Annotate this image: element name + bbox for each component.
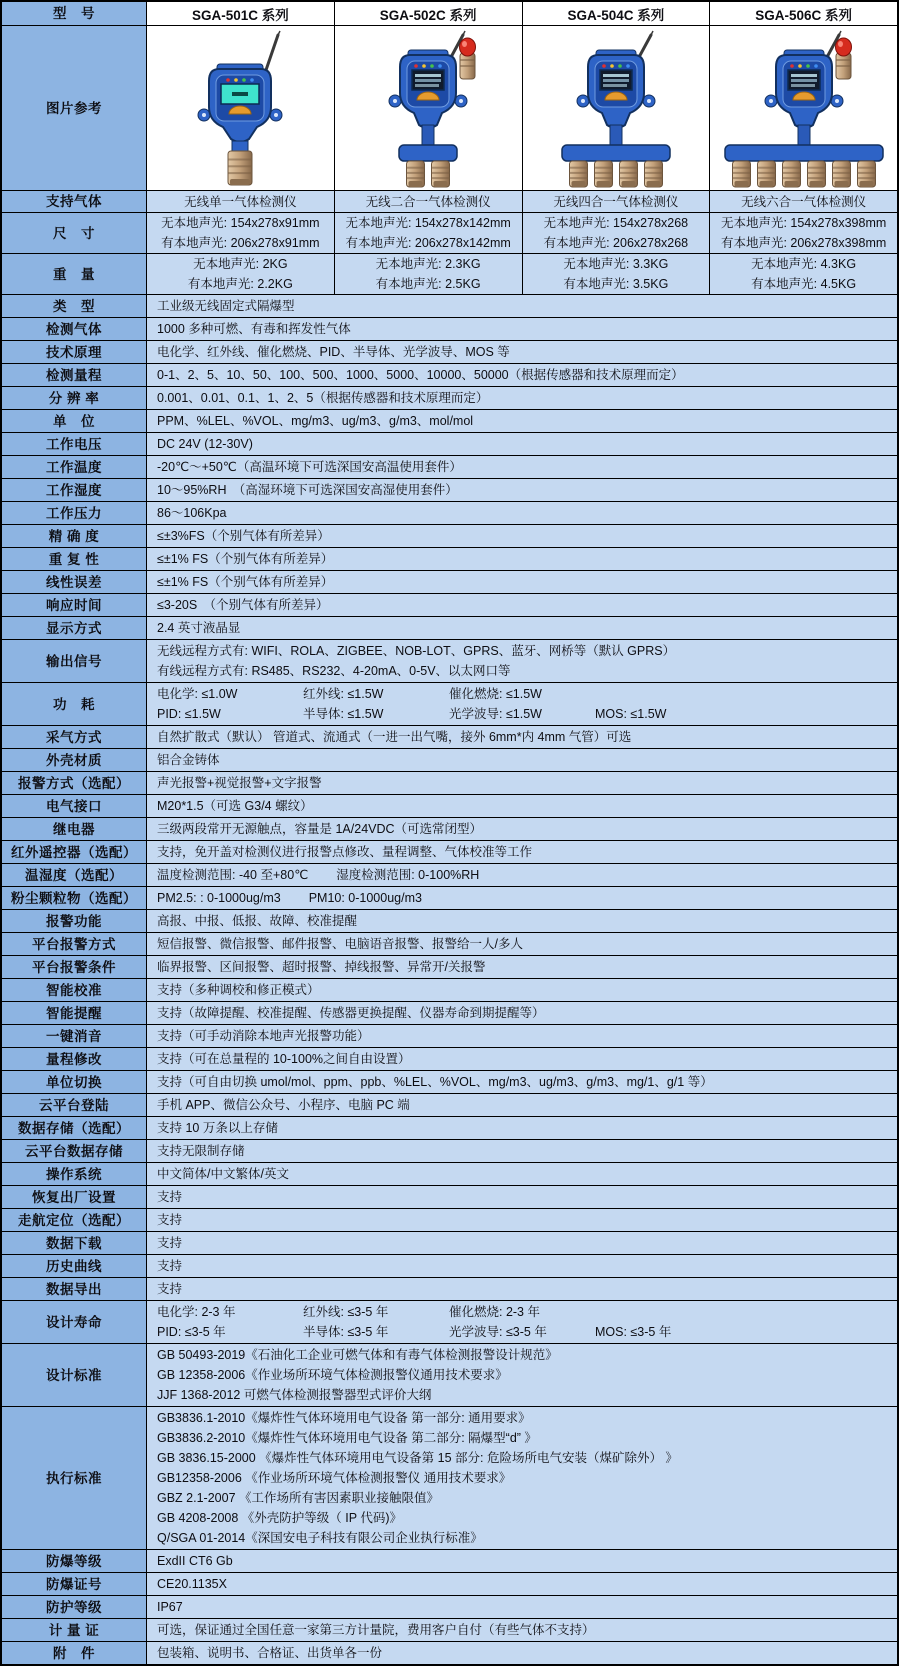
gas-detector-illustration [150, 29, 330, 189]
row-label: 分 辨 率 [2, 387, 147, 409]
device-image-SGA-504C [522, 26, 710, 190]
spec-line: 支持 [157, 1282, 183, 1296]
spec-row [2, 794, 897, 817]
spec-line: 无本地声光: 2.3KG [375, 257, 481, 271]
spec-value-cell [147, 795, 897, 817]
spec-row [2, 1572, 897, 1595]
row-label: 云平台数据存储 [2, 1140, 147, 1162]
spec-segment: 半导体: ≤3-5 年 [303, 1325, 389, 1339]
spec-row [2, 317, 897, 340]
spec-row [2, 1595, 897, 1618]
spec-line: 无线六合一气体检测仪 [741, 194, 867, 209]
row-label: 精 确 度 [2, 525, 147, 547]
spec-value-cell [334, 191, 522, 212]
spec-value-cell [147, 933, 897, 955]
spec-line: 支持 [157, 1213, 183, 1227]
spec-row [2, 1208, 897, 1231]
spec-line: 支持 [157, 1236, 183, 1250]
row-label: 设计寿命 [2, 1301, 147, 1343]
row-label: 量程修改 [2, 1048, 147, 1070]
row-label: 报警方式（选配） [2, 772, 147, 794]
row-label: 防爆等级 [2, 1550, 147, 1572]
spec-line: 无线单一气体检测仪 [184, 194, 297, 209]
spec-value-cell [522, 213, 710, 253]
spec-line: ≤±3%FS（个别气体有所差异） [157, 529, 330, 543]
row-label: 执行标准 [2, 1407, 147, 1549]
spec-value-cell [147, 910, 897, 932]
spec-line: GB 4208-2008 《外壳防护等级（ IP 代码)》 [157, 1511, 402, 1525]
spec-segment: 温度检测范围: -40 至+80℃ [157, 868, 309, 882]
spec-value-cell [147, 956, 897, 978]
spec-segment: PID: ≤1.5W [157, 707, 221, 721]
spec-value-cell [147, 1232, 897, 1254]
spec-line: 有本地声光: 2.5KG [375, 277, 481, 291]
spec-line: 支持 10 万条以上存储 [157, 1121, 278, 1135]
device-image-SGA-501C [147, 26, 334, 190]
spec-row [2, 863, 897, 886]
spec-value-cell [147, 525, 897, 547]
spec-line: ≤±1% FS（个别气体有所差异） [157, 575, 334, 589]
row-label: 检测量程 [2, 364, 147, 386]
spec-segment: 电化学: ≤1.0W [157, 687, 238, 701]
row-label: 红外遥控器（选配） [2, 841, 147, 863]
spec-value-cell [147, 1163, 897, 1185]
spec-row [2, 1001, 897, 1024]
spec-row [2, 1047, 897, 1070]
spec-value-cell [147, 864, 897, 886]
spec-line: 2.4 英寸液晶显 [157, 621, 241, 635]
spec-line [157, 888, 887, 908]
spec-line: 支持 [157, 1190, 183, 1204]
spec-line: 无本地声光: 3.3KG [563, 257, 669, 271]
row-label: 工作湿度 [2, 479, 147, 501]
spec-line [157, 704, 887, 724]
spec-line: 支持（故障提醒、校准提醒、传感器更换提醒、仪器寿命到期提醒等） [157, 1006, 545, 1020]
spec-row [2, 909, 897, 932]
spec-value-cell [147, 254, 334, 294]
spec-value-cell [147, 341, 897, 363]
spec-segment: MOS: ≤3-5 年 [595, 1325, 672, 1339]
row-label: 响应时间 [2, 594, 147, 616]
spec-row [2, 294, 897, 317]
spec-line: 短信报警、微信报警、邮件报警、电脑语音报警、报警给一人/多人 [157, 937, 523, 951]
spec-line: 支持（可手动消除本地声光报警功能） [157, 1029, 370, 1043]
spec-value-cell [522, 191, 710, 212]
spec-segment: 红外线: ≤3-5 年 [303, 1305, 389, 1319]
row-label: 单位切换 [2, 1071, 147, 1093]
spec-row [2, 212, 897, 253]
row-label: 输出信号 [2, 640, 147, 682]
spec-line: 有本地声光: 3.5KG [563, 277, 669, 291]
spec-line: PPM、%LEL、%VOL、mg/m3、ug/m3、g/m3、mol/mol [157, 414, 474, 428]
spec-line [157, 865, 887, 885]
gas-detector-illustration [714, 29, 894, 189]
row-label: 检测气体 [2, 318, 147, 340]
spec-row [2, 955, 897, 978]
spec-line: 支持（多种调校和修正模式） [157, 983, 320, 997]
spec-value-cell [147, 387, 897, 409]
spec-line: Q/SGA 01-2014《深国安电子科技有限公司企业执行标准》 [157, 1531, 483, 1545]
spec-value-cell [147, 479, 897, 501]
spec-row [2, 1162, 897, 1185]
spec-segment: 光学波导: ≤3-5 年 [449, 1325, 547, 1339]
row-label: 设计标准 [2, 1344, 147, 1406]
row-label: 采气方式 [2, 726, 147, 748]
row-label: 数据存储（选配） [2, 1117, 147, 1139]
spec-value-cell [147, 1117, 897, 1139]
spec-line: GB3836.1-2010《爆炸性气体环境用电气设备 第一部分: 通用要求》 [157, 1411, 531, 1425]
spec-row [2, 978, 897, 1001]
row-label: 温湿度（选配） [2, 864, 147, 886]
spec-line: 支持（可自由切换 umol/mol、ppm、ppb、%LEL、%VOL、mg/m3、ug/m3、g/m3、mg/1、g/1 等） [157, 1075, 713, 1089]
spec-row [2, 386, 897, 409]
spec-value-cell [147, 364, 897, 386]
spec-row [2, 501, 897, 524]
spec-segment: 湿度检测范围: 0-100%RH [336, 868, 480, 882]
spec-line: 0.001、0.01、0.1、1、2、5（根据传感器和技术原理而定） [157, 391, 489, 405]
spec-line: 无本地声光: 2KG [193, 257, 288, 271]
spec-row [2, 547, 897, 570]
device-image-SGA-506C [709, 26, 897, 190]
spec-line: 无线远程方式有: WIFI、ROLA、ZIGBEE、NOB-LOT、GPRS、蓝牙、网桥等（默认 GPRS） [157, 644, 676, 658]
spec-line: 无线二合一气体检测仪 [365, 194, 491, 209]
spec-value-cell [522, 254, 710, 294]
spec-line: GB3836.2-2010《爆炸性气体环境用电气设备 第二部分: 隔爆型“d” 》 [157, 1431, 537, 1445]
spec-value-cell [147, 318, 897, 340]
row-label: 线性误差 [2, 571, 147, 593]
spec-row [2, 1139, 897, 1162]
spec-row [2, 253, 897, 294]
model-header-cell-3: SGA-504C 系列 [522, 2, 710, 25]
spec-line: CE20.1135X [157, 1577, 227, 1591]
spec-row [2, 1343, 897, 1406]
spec-row [2, 932, 897, 955]
spec-row [2, 1093, 897, 1116]
spec-line: 三级两段常开无源触点，容量是 1A/24VDC（可选常闭型） [157, 822, 483, 836]
spec-row [2, 771, 897, 794]
spec-row [2, 1116, 897, 1139]
spec-value-cell [709, 191, 897, 212]
spec-line [157, 1302, 887, 1322]
spec-line: 有线远程方式有: RS485、RS232、4-20mA、0-5V、以太网口等 [157, 664, 511, 678]
spec-line: JJF 1368-2012 可燃气体检测报警器型式评价大纲 [157, 1388, 432, 1402]
spec-segment: MOS: ≤1.5W [595, 707, 667, 721]
spec-segment: 催化燃烧: 2-3 年 [449, 1305, 540, 1319]
spec-line [157, 1322, 887, 1342]
spec-line: 有本地声光: 206x278x398mm [720, 236, 887, 250]
row-label: 外壳材质 [2, 749, 147, 771]
spec-line: 无本地声光: 4.3KG [751, 257, 857, 271]
spec-line: GB 50493-2019《石油化工企业可燃气体和有毒气体检测报警设计规范》 [157, 1348, 558, 1362]
spec-value-cell [147, 1140, 897, 1162]
row-label: 一键消音 [2, 1025, 147, 1047]
spec-line: M20*1.5（可选 G3/4 螺纹） [157, 799, 313, 813]
row-label: 电气接口 [2, 795, 147, 817]
spec-row [2, 1070, 897, 1093]
spec-line: 支持，免开盖对检测仪进行报警点修改、量程调整、气体校准等工作 [157, 845, 533, 859]
spec-value-cell [147, 456, 897, 478]
spec-line: 无本地声光: 154x278x268 [543, 216, 689, 230]
spec-value-cell [147, 1048, 897, 1070]
spec-value-cell [147, 295, 897, 317]
spec-line: -20℃～+50℃（高温环境下可选深国安高温使用套件） [157, 460, 462, 474]
row-label: 重 复 性 [2, 548, 147, 570]
spec-value-cell [147, 979, 897, 1001]
spec-value-cell [147, 887, 897, 909]
spec-value-cell [147, 726, 897, 748]
spec-row [2, 1641, 897, 1664]
row-label: 走航定位（选配） [2, 1209, 147, 1231]
row-label-model: 型 号 [2, 2, 147, 25]
row-label: 重 量 [2, 254, 147, 294]
row-label: 粉尘颗粒物（选配） [2, 887, 147, 909]
spec-line: 可选，保证通过全国任意一家第三方计量院，费用客户自付（有些气体不支持） [157, 1623, 595, 1637]
spec-row [2, 1300, 897, 1343]
spec-value-cell [147, 640, 897, 682]
row-label: 显示方式 [2, 617, 147, 639]
row-label: 计 量 证 [2, 1619, 147, 1641]
row-label: 智能提醒 [2, 1002, 147, 1024]
spec-value-cell [334, 213, 522, 253]
spec-line: 有本地声光: 4.5KG [751, 277, 857, 291]
spec-row [2, 1185, 897, 1208]
spec-line: IP67 [157, 1600, 183, 1614]
spec-segment: 催化燃烧: ≤1.5W [449, 687, 542, 701]
gas-detector-illustration [526, 29, 706, 189]
spec-segment: PID: ≤3-5 年 [157, 1325, 226, 1339]
spec-line: GBZ 2.1-2007 《工作场所有害因素职业接触限值》 [157, 1491, 439, 1505]
spec-line: 临界报警、区间报警、超时报警、掉线报警、异常开/关报警 [157, 960, 486, 974]
spec-line: 0-1、2、5、10、50、100、500、1000、5000、10000、50000（根据传感器和技术原理而定） [157, 368, 684, 382]
spec-segment: PM2.5: : 0-1000ug/m3 [157, 891, 281, 905]
row-label: 工作电压 [2, 433, 147, 455]
spec-value-cell [709, 254, 897, 294]
spec-row [2, 1254, 897, 1277]
spec-value-cell [147, 1642, 897, 1664]
row-label: 智能校准 [2, 979, 147, 1001]
spec-row [2, 682, 897, 725]
row-label: 防护等级 [2, 1596, 147, 1618]
spec-segment: PM10: 0-1000ug/m3 [308, 891, 422, 905]
spec-value-cell [147, 1573, 897, 1595]
spec-value-cell [147, 571, 897, 593]
spec-value-cell [334, 254, 522, 294]
spec-row [2, 455, 897, 478]
spec-line: 10～95%RH （高湿环境下可选深国安高湿使用套件） [157, 483, 458, 497]
spec-segment: 半导体: ≤1.5W [303, 707, 384, 721]
spec-value-cell [147, 1186, 897, 1208]
spec-line: 支持（可在总量程的 10-100%之间自由设置） [157, 1052, 411, 1066]
row-label: 功 耗 [2, 683, 147, 725]
row-label: 支持气体 [2, 191, 147, 212]
row-label: 数据下载 [2, 1232, 147, 1254]
device-image-SGA-502C [334, 26, 522, 190]
spec-line: 有本地声光: 206x278x91mm [161, 236, 320, 250]
spec-line: GB 3836.15-2000 《爆炸性气体环境用电气设备第 15 部分: 危险场所电气安装（煤矿除外） 》 [157, 1451, 678, 1465]
spec-value-cell [147, 1550, 897, 1572]
row-label: 单 位 [2, 410, 147, 432]
spec-line: 1000 多种可燃、有毒和挥发性气体 [157, 322, 351, 336]
spec-line: GB12358-2006 《作业场所环境气体检测报警仪 通用技术要求》 [157, 1471, 512, 1485]
model-header-cell-4: SGA-506C 系列 [709, 2, 897, 25]
spec-row [2, 748, 897, 771]
image-reference-row [2, 25, 897, 190]
spec-row [2, 817, 897, 840]
spec-value-cell [147, 548, 897, 570]
spec-line: 高报、中报、低报、故障、校准提醒 [157, 914, 358, 928]
spec-value-cell [147, 213, 334, 253]
spec-line: 自然扩散式（默认） 管道式、流通式（一进一出气嘴，接外 6mm*内 4mm 气管）可选 [157, 730, 632, 744]
spec-row [2, 409, 897, 432]
spec-line: ≤3-20S （个别气体有所差异） [157, 598, 329, 612]
spec-row [2, 1024, 897, 1047]
spec-value-cell [147, 191, 334, 212]
spec-segment: 光学波导: ≤1.5W [449, 707, 542, 721]
spec-value-cell [147, 772, 897, 794]
spec-line: 无本地声光: 154x278x91mm [161, 216, 320, 230]
spec-row [2, 840, 897, 863]
gas-detector-illustration [338, 29, 518, 189]
spec-line: DC 24V (12-30V) [157, 437, 253, 451]
spec-row [2, 1406, 897, 1549]
spec-line [157, 684, 887, 704]
spec-segment: 电化学: 2-3 年 [157, 1305, 236, 1319]
row-label: 历史曲线 [2, 1255, 147, 1277]
row-label: 工作压力 [2, 502, 147, 524]
spec-value-cell [147, 683, 897, 725]
row-label: 工作温度 [2, 456, 147, 478]
spec-value-cell [147, 1071, 897, 1093]
spec-row [2, 432, 897, 455]
spec-row [2, 1549, 897, 1572]
row-label: 恢复出厂设置 [2, 1186, 147, 1208]
row-label: 平台报警方式 [2, 933, 147, 955]
spec-row [2, 1231, 897, 1254]
row-label: 平台报警条件 [2, 956, 147, 978]
spec-row [2, 1618, 897, 1641]
spec-value-cell [147, 1301, 897, 1343]
spec-value-cell [709, 213, 897, 253]
spec-line: GB 12358-2006《作业场所环境气体检测报警仪通用技术要求》 [157, 1368, 508, 1382]
model-header-row [2, 2, 897, 25]
row-label: 操作系统 [2, 1163, 147, 1185]
spec-row [2, 616, 897, 639]
spec-line: 有本地声光: 206x278x268 [543, 236, 689, 250]
spec-value-cell [147, 1255, 897, 1277]
spec-line: 手机 APP、微信公众号、小程序、电脑 PC 端 [157, 1098, 410, 1112]
spec-line: 无线四合一气体检测仪 [553, 194, 679, 209]
spec-line: 声光报警+视觉报警+文字报警 [157, 776, 322, 790]
row-label: 数据导出 [2, 1278, 147, 1300]
spec-value-cell [147, 749, 897, 771]
spec-value-cell [147, 433, 897, 455]
spec-line: 支持无限制存储 [157, 1144, 245, 1158]
spec-value-cell [147, 502, 897, 524]
row-label: 防爆证号 [2, 1573, 147, 1595]
spec-line: 中文简体/中文繁体/英文 [157, 1167, 289, 1181]
spec-value-cell [147, 1619, 897, 1641]
spec-value-cell [147, 841, 897, 863]
spec-line: ExdII CT6 Gb [157, 1554, 233, 1568]
spec-value-cell [147, 1025, 897, 1047]
spec-line: 工业级无线固定式隔爆型 [157, 299, 295, 313]
spec-value-cell [147, 1596, 897, 1618]
spec-row [2, 190, 897, 212]
spec-value-cell [147, 617, 897, 639]
spec-value-cell [147, 1209, 897, 1231]
spec-value-cell [147, 1344, 897, 1406]
spec-row [2, 593, 897, 616]
spec-value-cell [147, 1094, 897, 1116]
row-label: 类 型 [2, 295, 147, 317]
row-label: 尺 寸 [2, 213, 147, 253]
spec-value-cell [147, 410, 897, 432]
spec-value-cell [147, 1002, 897, 1024]
spec-line: 铝合金铸体 [157, 753, 220, 767]
spec-row [2, 1277, 897, 1300]
spec-line: 电化学、红外线、催化燃烧、PID、半导体、光学波导、MOS 等 [157, 345, 510, 359]
spec-row [2, 340, 897, 363]
row-label: 附 件 [2, 1642, 147, 1664]
row-label: 云平台登陆 [2, 1094, 147, 1116]
spec-line: 支持 [157, 1259, 183, 1273]
spec-segment: 红外线: ≤1.5W [303, 687, 384, 701]
spec-line: 86～106Kpa [157, 506, 227, 520]
spec-line: 有本地声光: 206x278x142mm [345, 236, 511, 250]
row-label: 报警功能 [2, 910, 147, 932]
spec-row [2, 886, 897, 909]
spec-value-cell [147, 818, 897, 840]
spec-value-cell [147, 1278, 897, 1300]
spec-line: 包装箱、说明书、合格证、出货单各一份 [157, 1646, 383, 1660]
spec-row [2, 639, 897, 682]
spec-row [2, 524, 897, 547]
spec-row [2, 725, 897, 748]
spec-line: 无本地声光: 154x278x142mm [345, 216, 511, 230]
spec-row [2, 363, 897, 386]
row-label: 技术原理 [2, 341, 147, 363]
spec-row [2, 570, 897, 593]
spec-line: ≤±1% FS（个别气体有所差异） [157, 552, 334, 566]
spec-row [2, 478, 897, 501]
row-label-image: 图片参考 [2, 26, 147, 190]
model-header-cell-2: SGA-502C 系列 [334, 2, 522, 25]
row-label: 继电器 [2, 818, 147, 840]
spec-line: 无本地声光: 154x278x398mm [720, 216, 887, 230]
model-header-cell-1: SGA-501C 系列 [147, 2, 334, 25]
spec-value-cell [147, 594, 897, 616]
spec-line: 有本地声光: 2.2KG [187, 277, 293, 291]
spec-value-cell [147, 1407, 897, 1549]
